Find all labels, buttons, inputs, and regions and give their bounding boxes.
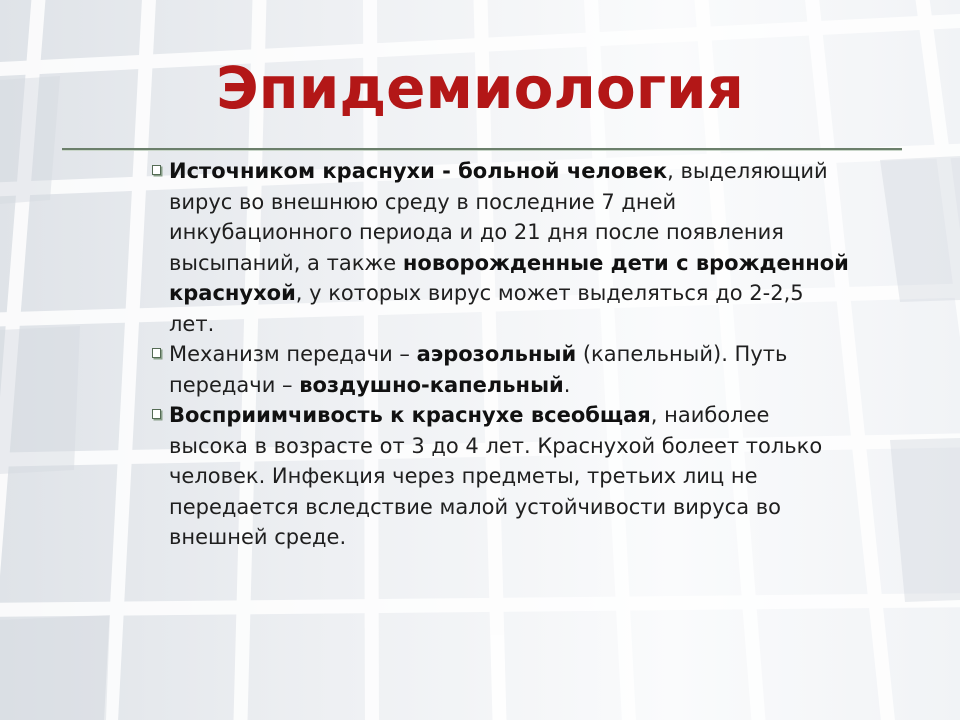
bullet-text: , наиболее высока в возрасте от 3 до 4 лет. Краснухой болеет только человек. Инфекция через предметы, третьих лиц не передается вследствие малой устойчивости вируса во внешней среде.: [169, 403, 823, 549]
bullet-text: , у которых вирус может выделяться до 2-2,5 лет.: [169, 281, 804, 336]
square-bullet-icon: [152, 409, 161, 419]
bullet-text-bold: аэрозольный: [416, 342, 577, 366]
bullet-text-bold: Восприимчивость к краснухе всеобщая: [169, 403, 651, 427]
slide-title: Эпидемиология: [216, 54, 744, 122]
bullet-item: [152, 339, 852, 400]
bullet-text-bold: воздушно-капельный: [299, 372, 564, 397]
bullet-text: Механизм передачи –: [169, 342, 417, 366]
bullet-text-bold: Источником краснухи - больной человек: [169, 159, 668, 183]
bullet-text: (капельный). Путь передачи –: [169, 342, 788, 397]
title-divider: [62, 148, 902, 151]
square-bullet-icon: [152, 165, 161, 175]
bullet-text: .: [563, 372, 571, 397]
bullet-text-bold: новорожденные дети с врожденной краснухой: [169, 250, 849, 305]
square-bullet-icon: [152, 348, 161, 358]
bullet-item: [152, 156, 852, 339]
bullet-text: , выделяющий вирус во внешнюю среду в последние 7 дней инкубационного периода и до 21 дня после появления высыпаний, а также: [169, 159, 828, 275]
bullet-list: [152, 156, 852, 553]
bullet-item: [152, 400, 852, 553]
